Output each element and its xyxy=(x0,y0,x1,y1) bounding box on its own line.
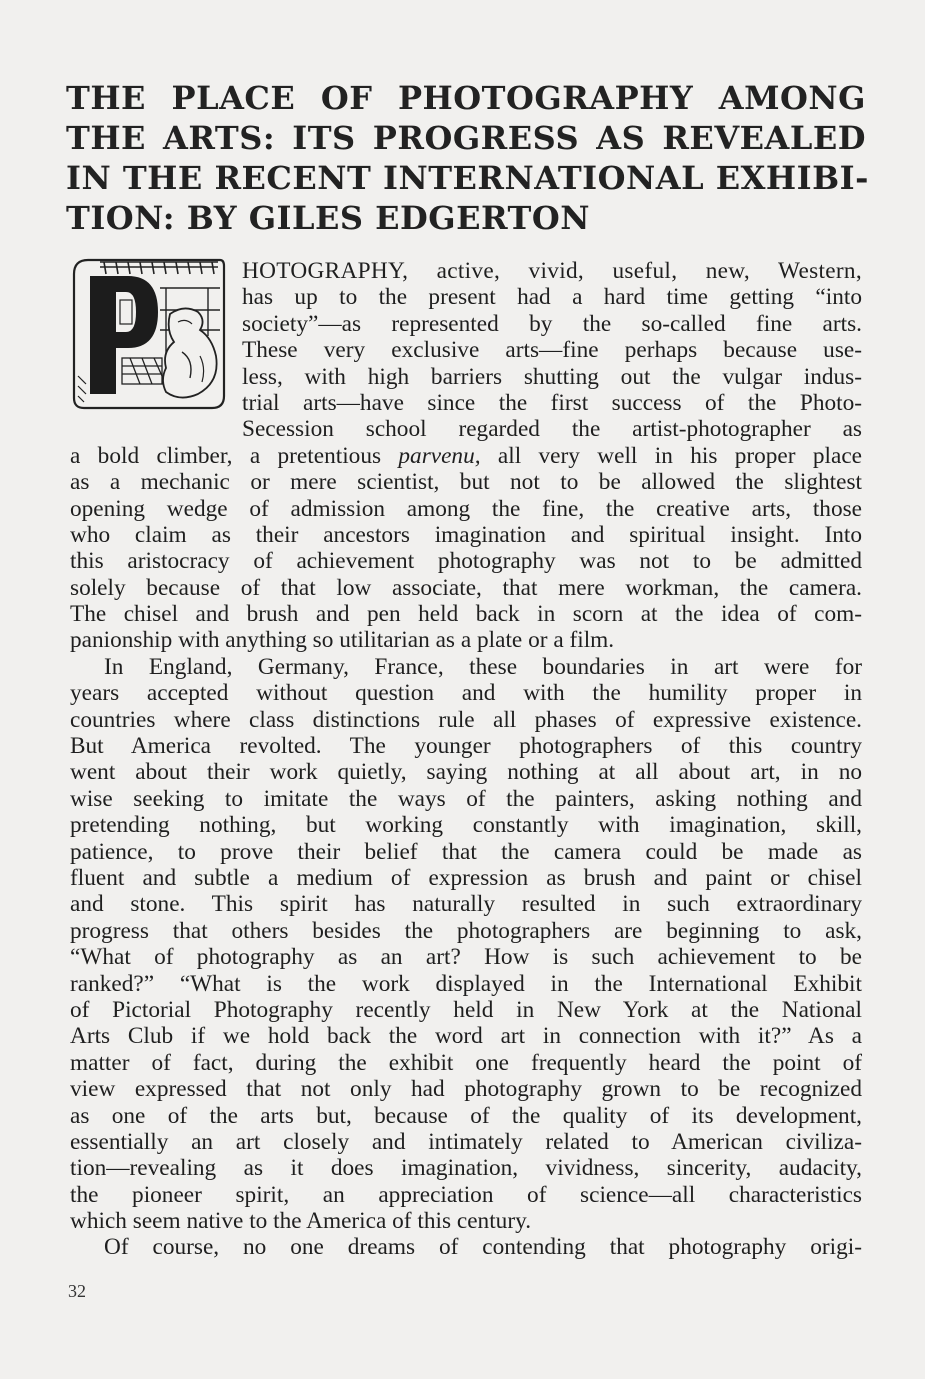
body-line: of Pictorial Photography recently held in New York at the National xyxy=(70,996,862,1023)
body-line: ranked?” “What is the work displayed in the International Exhibit xyxy=(70,970,862,997)
body-line: less, with high barriers shutting out the vulgar indus- xyxy=(242,363,862,390)
body-line: These very exclusive arts—fine perhaps because use- xyxy=(242,337,862,364)
body-line: “What of photography as an art? How is such achievement to be xyxy=(70,944,862,971)
body-line: opening wedge of admission among the fine, the creative arts, those xyxy=(70,495,862,522)
body-line: the pioneer spirit, an appreciation of science—all characteristics xyxy=(70,1181,862,1208)
body-line: In England, Germany, France, these boundaries in art were for xyxy=(104,653,862,680)
body-line: patience, to prove their belief that the camera could be made as xyxy=(70,838,862,865)
body-line: progress that others besides the photographers are beginning to ask, xyxy=(70,917,862,944)
body-line: this aristocracy of achievement photography was not to be admitted xyxy=(70,548,862,575)
body-line: Of course, no one dreams of contending that photography origi- xyxy=(104,1234,862,1261)
body-line: matter of fact, during the exhibit one frequently heard the point of xyxy=(70,1049,862,1076)
body-line: and stone. This spirit has naturally resulted in such extraordinary xyxy=(70,891,862,918)
body-line: Secession school regarded the artist-photographer as xyxy=(242,416,862,443)
article-body xyxy=(70,258,862,1261)
body-line: panionship with anything so utilitarian as a plate or a film. xyxy=(70,627,615,654)
italic-word: parvenu, xyxy=(398,442,481,469)
body-line: who claim as their ancestors imagination and spiritual insight. Into xyxy=(70,521,862,548)
body-line: has up to the present had a hard time getting “into xyxy=(242,284,862,311)
body-line: The chisel and brush and pen held back in scorn at the idea of com- xyxy=(70,601,862,628)
body-line: essentially an art closely and intimately related to American civiliza- xyxy=(70,1128,862,1155)
body-line: countries where class distinctions rule all phases of expressive existence. xyxy=(70,706,862,733)
body-text-run: all very well in his proper place xyxy=(480,442,863,469)
body-line: solely because of that low associate, that mere workman, the camera. xyxy=(70,574,862,601)
body-line: tion—revealing as it does imagination, vividness, sincerity, audacity, xyxy=(70,1155,862,1182)
title-line: IN THE RECENT INTERNATIONAL EXHIBI- xyxy=(66,159,869,197)
body-text-run: a bold climber, a pretentious xyxy=(70,442,399,469)
body-line: years accepted without question and with the humility proper in xyxy=(70,680,862,707)
title-line: THE PLACE OF PHOTOGRAPHY AMONG xyxy=(66,79,866,117)
article-title xyxy=(66,78,869,238)
body-line: which seem native to the America of this century. xyxy=(70,1208,532,1235)
body-line: pretending nothing, but working constantly with imagination, skill, xyxy=(70,812,862,839)
body-line: trial arts—have since the first success of the Photo- xyxy=(242,389,862,416)
body-line: HOTOGRAPHY, active, vivid, useful, new, Western, xyxy=(242,258,862,284)
body-line: view expressed that not only had photography grown to be recognized xyxy=(70,1076,862,1103)
title-line: THE ARTS: ITS PROGRESS AS REVEALED xyxy=(66,119,866,157)
page-number: 32 xyxy=(68,1281,86,1301)
body-line: But America revolted. The younger photographers of this country xyxy=(70,733,862,760)
body-line: fluent and subtle a medium of expression as brush and paint or chisel xyxy=(70,864,862,891)
title-line: TION: BY GILES EDGERTON xyxy=(66,199,590,237)
body-line xyxy=(70,443,862,469)
body-line: wise seeking to imitate the ways of the painters, asking nothing and xyxy=(70,785,862,812)
body-line: Arts Club if we hold back the word art in connection with it?” As a xyxy=(70,1023,862,1050)
body-line: as one of the arts but, because of the quality of its development, xyxy=(70,1102,862,1129)
body-line: society”—as represented by the so-called fine arts. xyxy=(242,310,862,337)
body-line: as a mechanic or mere scientist, but not to be allowed the slightest xyxy=(70,469,862,496)
body-line: went about their work quietly, saying nothing at all about art, in no xyxy=(70,759,862,786)
